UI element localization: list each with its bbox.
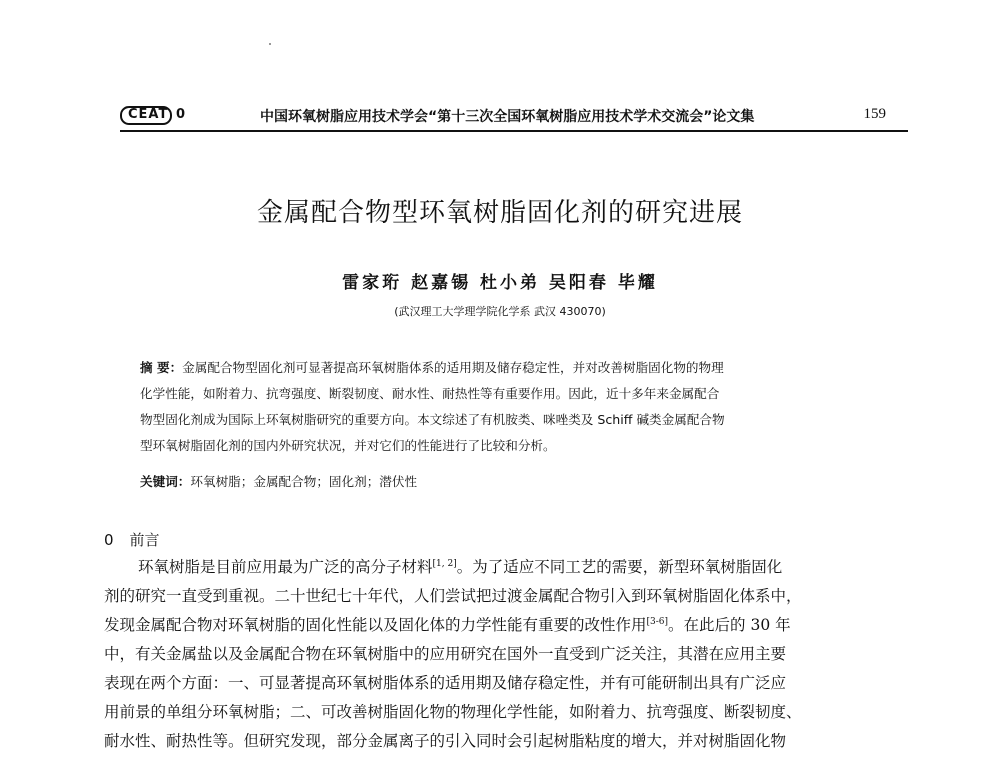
section-number: 0 (104, 531, 114, 549)
page-number: 159 (863, 106, 886, 122)
abstract-label: 摘 要： (140, 360, 183, 375)
keywords-label: 关键词： (140, 474, 191, 489)
body-line: 中，有关金属盐以及金属配合物在环氧树脂中的应用研究在国外一直受到广泛关注，其潜在应用主要 (104, 645, 787, 663)
scan-speck (269, 43, 271, 45)
paper-title: 金属配合物型环氧树脂固化剂的研究进展 (256, 198, 743, 228)
logo-text: CEAT (128, 107, 169, 122)
keywords (140, 471, 417, 490)
running-head: 中国环氧树脂应用技术学会“第十三次全国环氧树脂应用技术学术交流会”论文集 (260, 109, 755, 125)
affiliation: (武汉理工大学理学院化学系 武汉 430070) (394, 305, 606, 318)
page-header (120, 104, 908, 132)
abstract (140, 355, 870, 459)
keywords-text: 环氧树脂；金属配合物；固化剂；潜伏性 (190, 474, 418, 489)
body-line: 表现在两个方面：一、可显著提高环氧树脂体系的适用期及储存稳定性，并有可能研制出具有广泛应 (104, 674, 787, 692)
section-title: 前言 (129, 531, 160, 549)
body-line: 剂的研究一直受到重视。二十世纪七十年代，人们尝试把过渡金属配合物引入到环氧树脂固化体系中， (104, 587, 802, 605)
citation: [3-6] (646, 617, 669, 627)
abstract-line: 型环氧树脂固化剂的国内外研究状况，并对它们的性能进行了比较和分析。 (140, 438, 556, 453)
body-text (104, 553, 914, 756)
body-line: 发现金属配合物对环氧树脂的固化性能以及固化体的力学性能有重要的改性作用[3-6]。在此后的 30 年 (104, 616, 791, 634)
citation: [1, 2] (432, 559, 457, 569)
conference-logo (120, 106, 190, 124)
body-line: 用前景的单组分环氧树脂；二、可改善树脂固化物的物理化学性能，如附着力、抗弯强度、断裂韧度、 (104, 703, 802, 721)
authors: 雷家珩 赵嘉锡 杜小弟 吴阳春 毕耀 (342, 273, 658, 293)
body-line: 耐水性、耐热性等。但研究发现，部分金属离子的引入同时会引起树脂粘度的增大，并对树脂固化物 (104, 732, 787, 750)
abstract-line: 化学性能，如附着力、抗弯强度、断裂韧度、耐水性、耐热性等有重要作用。因此，近十多年来金属配合 (140, 386, 720, 401)
abstract-line: 物型固化剂成为国际上环氧树脂研究的重要方向。本文综述了有机胺类、咪唑类及 Schiff 碱类金属配合物 (140, 412, 725, 427)
abstract-line: 摘 要：金属配合物型固化剂可显著提高环氧树脂体系的适用期及储存稳定性，并对改善树脂固化物的物理 (140, 360, 724, 375)
body-line: 环氧树脂是目前应用最为广泛的高分子材料[1, 2]。为了适应不同工艺的需要，新型环氧树脂固化 (138, 558, 783, 576)
section-heading (104, 529, 160, 550)
logo-tail: 0 (176, 107, 187, 122)
